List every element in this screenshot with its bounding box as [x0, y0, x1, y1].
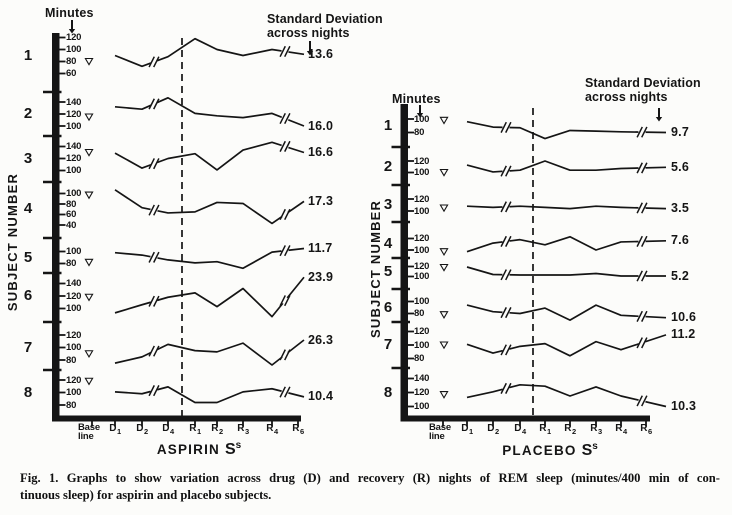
- night-label: [103, 423, 127, 434]
- night-label: [533, 423, 557, 434]
- night-label-baseline-line: line: [78, 431, 94, 442]
- night-subscript: 2: [219, 426, 224, 436]
- sd-value: 5.2: [671, 268, 689, 283]
- minutes-tick-label: 140: [66, 141, 82, 152]
- night-subscript: 2: [144, 426, 149, 436]
- night-letter: R: [564, 422, 572, 434]
- minutes-tick-label: 80: [66, 354, 77, 366]
- minutes-tick-label: 140: [66, 96, 82, 108]
- sd-value: 11.7: [308, 241, 333, 255]
- sd-value: 16.6: [308, 145, 334, 159]
- night-subscript: 1: [469, 426, 474, 436]
- subject-number: 8: [23, 383, 33, 401]
- night-letter: R: [590, 422, 598, 434]
- night-subscript: 4: [170, 426, 175, 436]
- night-label-baseline: [78, 423, 100, 442]
- night-letter: D: [487, 422, 495, 434]
- minutes-tick-label: 120: [66, 329, 82, 341]
- minutes-tick-label: 100: [414, 113, 430, 125]
- minutes-tick-label: 100: [66, 246, 82, 257]
- night-label: [156, 423, 180, 434]
- night-label-baseline-line: Base: [429, 421, 451, 433]
- night-subscript: 1: [117, 426, 122, 436]
- minutes-tick-label: 100: [66, 303, 82, 314]
- minutes-tick-label: 60: [66, 209, 77, 220]
- night-label: [584, 423, 608, 434]
- night-label-baseline-line: Base: [78, 421, 100, 433]
- sd-value: 17.3: [308, 193, 334, 208]
- sd-value: 10.3: [671, 399, 697, 413]
- sd-header-aspirin-line1: Standard Deviation: [267, 12, 383, 26]
- sd-value: 11.2: [671, 327, 696, 342]
- night-label: [130, 423, 154, 434]
- night-letter: R: [211, 422, 219, 434]
- minutes-tick-label: 80: [414, 353, 425, 364]
- night-label: [286, 423, 310, 434]
- sd-value: 9.7: [671, 125, 689, 139]
- night-subscript: 6: [300, 426, 305, 436]
- caption-line1: Fig. 1. Graphs to show variation across drug (D) and recovery (R) nights of REM sleep (minutes/400 min of con-: [20, 471, 720, 485]
- panel-title-aspirin-s: S: [224, 441, 236, 458]
- minutes-tick-label: 100: [66, 387, 82, 398]
- minutes-tick-label: 100: [414, 271, 430, 282]
- sd-value: 23.9: [308, 269, 334, 284]
- sd-header-placebo: [585, 77, 701, 104]
- night-letter: D: [162, 422, 170, 434]
- sd-value: 26.3: [308, 332, 334, 347]
- minutes-tick-label: 120: [414, 326, 430, 337]
- night-label-baseline-line: line: [429, 431, 445, 442]
- subject-number: 4: [383, 235, 393, 253]
- night-subscript: 1: [197, 426, 202, 436]
- minutes-tick-label: 100: [414, 205, 430, 217]
- night-subscript: 2: [495, 426, 500, 436]
- sd-header-aspirin: [267, 13, 383, 40]
- night-letter: R: [640, 422, 648, 434]
- minutes-tick-label: 80: [66, 399, 77, 411]
- night-letter: D: [461, 422, 469, 434]
- night-subscript: 4: [522, 426, 527, 436]
- minutes-tick-label: 100: [414, 244, 430, 256]
- night-subscript: 2: [572, 426, 577, 436]
- panel-title-aspirin: [119, 440, 279, 459]
- panel-title-placebo: [470, 441, 630, 460]
- panel-title-placebo-sup: s: [592, 441, 598, 452]
- night-label: [609, 423, 633, 434]
- subject-number: 2: [23, 105, 33, 122]
- night-label-baseline: [429, 423, 451, 442]
- night-label: [634, 423, 658, 434]
- night-subscript: 6: [648, 426, 653, 436]
- night-letter: R: [189, 422, 197, 434]
- minutes-axis-label-placebo: Minutes: [392, 92, 441, 106]
- night-label: [205, 423, 229, 434]
- minutes-tick-label: 120: [414, 155, 430, 167]
- subject-number: 3: [383, 196, 393, 213]
- sd-value: 7.6: [671, 233, 689, 248]
- night-subscript: 3: [245, 426, 250, 436]
- figure-caption: [20, 470, 720, 503]
- night-letter: R: [266, 422, 274, 434]
- minutes-tick-label: 120: [66, 32, 82, 43]
- night-subscript: 4: [623, 426, 628, 436]
- minutes-tick-label: 80: [66, 198, 77, 210]
- minutes-axis-label-aspirin: Minutes: [45, 6, 94, 20]
- minutes-tick-label: 120: [66, 108, 82, 120]
- sd-header-aspirin-line2: across nights: [267, 25, 350, 40]
- minutes-tick-label: 120: [66, 374, 82, 386]
- minutes-tick-label: 120: [414, 261, 430, 272]
- subject-number-axis-title-aspirin: SUBJECT NUMBER: [5, 172, 20, 312]
- minutes-tick-label: 80: [66, 56, 77, 67]
- minutes-tick-label: 40: [66, 219, 77, 231]
- minutes-tick-label: 120: [414, 387, 430, 398]
- panel-title-placebo-s: S: [581, 442, 593, 459]
- subject-number-axis-title-placebo: SUBJECT NUMBER: [368, 199, 383, 338]
- minutes-tick-label: 100: [414, 167, 430, 178]
- sd-header-placebo-line2: across nights: [585, 89, 668, 104]
- night-letter: R: [292, 422, 300, 434]
- sd-header-placebo-line1: Standard Deviation: [585, 76, 701, 90]
- night-label: [481, 423, 505, 434]
- minutes-tick-label: 100: [414, 339, 430, 351]
- subject-number: 8: [383, 383, 393, 401]
- minutes-tick-label: 100: [414, 296, 430, 307]
- subject-number: 7: [23, 338, 33, 356]
- subject-number: 2: [383, 157, 393, 175]
- subject-number: 5: [23, 248, 33, 266]
- subject-number: 6: [383, 298, 393, 316]
- subject-number: 1: [383, 116, 393, 134]
- night-letter: D: [514, 422, 522, 434]
- night-letter: D: [109, 422, 117, 434]
- minutes-tick-label: 120: [66, 153, 82, 164]
- minutes-tick-label: 100: [66, 44, 82, 55]
- subject-number: 6: [23, 287, 33, 304]
- night-subscript: 3: [598, 426, 603, 436]
- sd-value: 3.5: [671, 201, 689, 216]
- subject-number: 7: [383, 336, 393, 353]
- night-letter: R: [615, 422, 623, 434]
- sd-value: 10.6: [671, 310, 697, 325]
- sd-value: 5.6: [671, 159, 689, 174]
- sd-value: 10.4: [308, 389, 334, 404]
- sd-value: 13.6: [308, 46, 334, 61]
- night-label: [455, 423, 479, 434]
- caption-line2: tinuous sleep) for aspirin and placebo subjects.: [20, 487, 272, 502]
- minutes-tick-label: 100: [66, 165, 82, 176]
- night-label: [231, 423, 255, 434]
- minutes-tick-label: 120: [66, 290, 82, 302]
- sd-value: 16.0: [308, 118, 334, 133]
- minutes-tick-label: 80: [414, 308, 425, 319]
- minutes-tick-label: 120: [414, 233, 430, 244]
- minutes-tick-label: 100: [66, 188, 82, 199]
- night-label: [260, 423, 284, 434]
- night-label: [183, 423, 207, 434]
- night-subscript: 1: [547, 426, 552, 436]
- night-label: [558, 423, 582, 434]
- minutes-tick-label: 120: [414, 193, 430, 205]
- night-label: [508, 423, 532, 434]
- night-letter: R: [539, 422, 547, 434]
- subject-number: 4: [23, 200, 33, 218]
- subject-number: 1: [23, 46, 33, 64]
- subject-number: 3: [23, 149, 33, 167]
- minutes-tick-label: 140: [414, 373, 430, 384]
- minutes-tick-label: 80: [66, 258, 77, 269]
- night-letter: R: [237, 422, 245, 434]
- minutes-tick-label: 100: [414, 401, 430, 412]
- subject-number: 5: [383, 262, 393, 280]
- minutes-tick-label: 100: [66, 120, 82, 132]
- minutes-tick-label: 60: [66, 68, 77, 79]
- panel-title-aspirin-sup: s: [235, 440, 242, 451]
- panel-title-placebo-drug: PLACEBO: [502, 443, 577, 458]
- panel-title-aspirin-drug: ASPIRIN: [156, 442, 220, 457]
- night-letter: D: [136, 422, 144, 434]
- minutes-tick-label: 80: [414, 127, 425, 138]
- minutes-tick-label: 100: [66, 342, 82, 353]
- minutes-tick-label: 140: [66, 278, 82, 289]
- night-subscript: 4: [274, 426, 279, 436]
